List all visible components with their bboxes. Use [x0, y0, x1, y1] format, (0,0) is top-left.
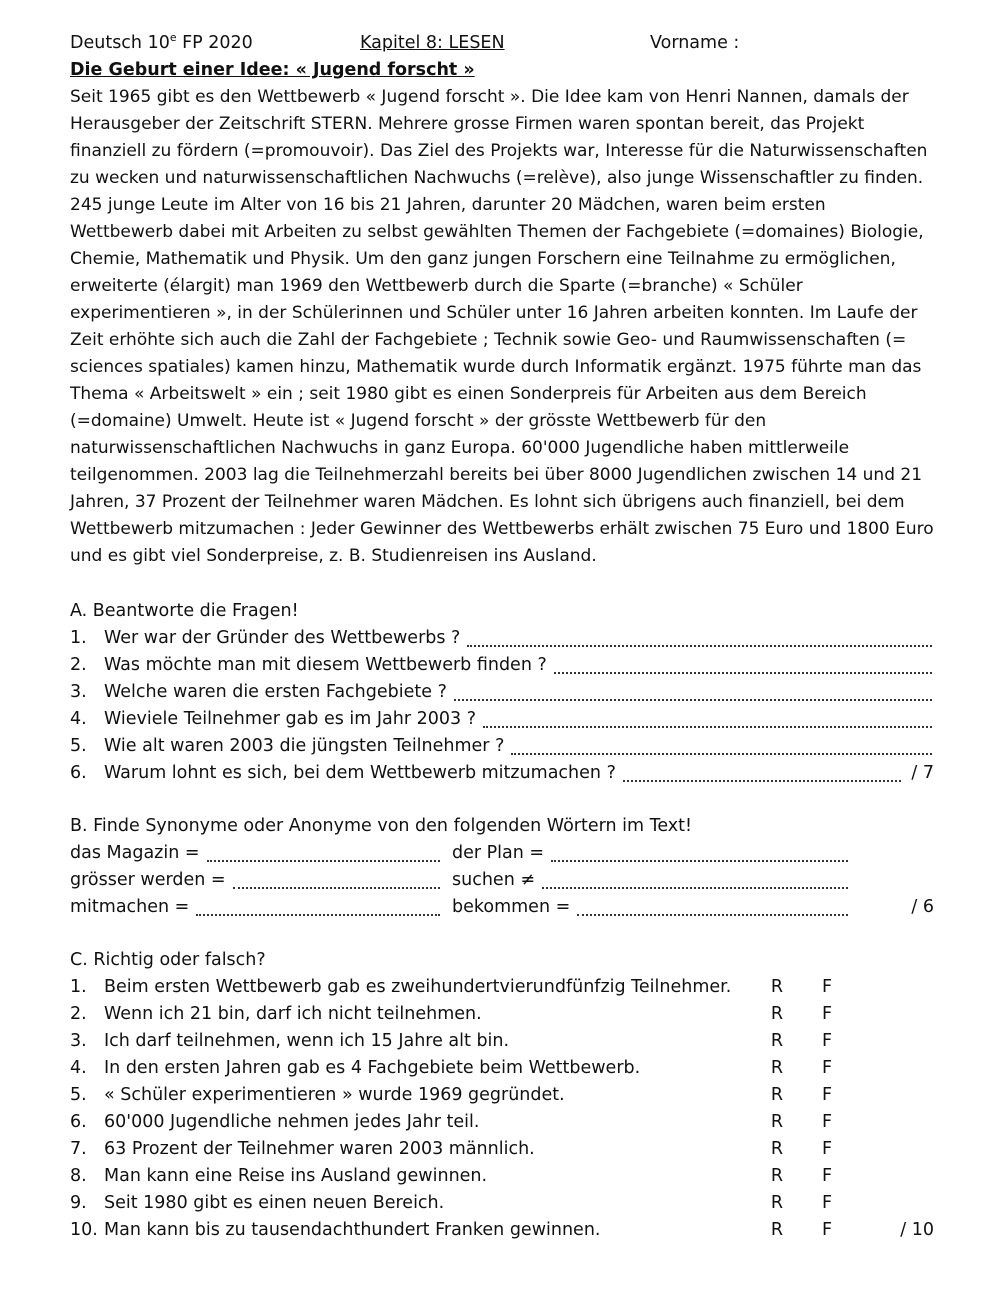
statement-text: Ich darf teilnehmen, wenn ich 15 Jahre alt bin. [104, 1031, 510, 1051]
falsch-option: F [821, 1112, 833, 1132]
statement-text: Man kann bis zu tausendachthundert Franken gewinnen. [104, 1220, 601, 1240]
answer-blank [577, 894, 848, 916]
synonym-row [70, 867, 934, 894]
true-false-row [70, 1001, 934, 1028]
course-label [70, 30, 360, 57]
statement-number: 2. [70, 1004, 87, 1024]
answer-blank [233, 867, 440, 889]
richtig-option: R [770, 1166, 784, 1186]
statement-number: 10. [70, 1220, 98, 1240]
richtig-option: R [770, 1058, 784, 1078]
statement-number: 5. [70, 1085, 87, 1105]
answer-blank [454, 679, 932, 701]
richtig-option: R [770, 1031, 784, 1051]
section-c-score: / 10 [900, 1220, 934, 1240]
richtig-option: R [770, 1004, 784, 1024]
statement-number: 4. [70, 1058, 87, 1078]
statement-text: Beim ersten Wettbewerb gab es zweihundertvierundfünfzig Teilnehmer. [104, 977, 732, 997]
question-number: 6. [70, 763, 87, 783]
question-number: 5. [70, 736, 87, 756]
true-false-row [70, 974, 934, 1001]
richtig-option: R [770, 977, 784, 997]
chapter-label: Kapitel 8: LESEN [360, 33, 505, 53]
question-row [70, 652, 934, 679]
falsch-option: F [821, 1031, 833, 1051]
word-label: das Magazin = [70, 843, 200, 863]
question-row [70, 760, 934, 787]
course-suffix: FP 2020 [176, 33, 253, 53]
true-false-row [70, 1136, 934, 1163]
answer-blank [554, 652, 932, 674]
richtig-option: R [770, 1112, 784, 1132]
course-prefix: Deutsch 10 [70, 33, 170, 53]
richtig-option: R [770, 1085, 784, 1105]
statement-number: 3. [70, 1031, 87, 1051]
section-a [70, 598, 934, 787]
word-label: grösser werden = [70, 870, 226, 890]
header [70, 30, 934, 57]
true-false-row [70, 1217, 934, 1244]
statement-text: 63 Prozent der Teilnehmer waren 2003 männlich. [104, 1139, 535, 1159]
answer-blank [196, 894, 440, 916]
synonym-row [70, 894, 934, 921]
question-number: 3. [70, 682, 87, 702]
word-label: mitmachen = [70, 897, 190, 917]
falsch-option: F [821, 1058, 833, 1078]
statement-text: Seit 1980 gibt es einen neuen Bereich. [104, 1193, 445, 1213]
answer-blank [511, 733, 932, 755]
question-text: Warum lohnt es sich, bei dem Wettbewerb mitzumachen ? [104, 763, 616, 783]
falsch-option: F [821, 1220, 833, 1240]
answer-blank [467, 625, 932, 647]
section-a-heading: A. Beantworte die Fragen! [70, 601, 299, 621]
question-row [70, 679, 934, 706]
falsch-option: F [821, 1139, 833, 1159]
richtig-option: R [770, 1193, 784, 1213]
statement-number: 6. [70, 1112, 87, 1132]
true-false-row [70, 1028, 934, 1055]
section-b [70, 813, 934, 921]
falsch-option: F [821, 977, 833, 997]
question-number: 1. [70, 628, 87, 648]
statement-text: In den ersten Jahren gab es 4 Fachgebiete beim Wettbewerb. [104, 1058, 641, 1078]
section-b-heading: B. Finde Synonyme oder Anonyme von den folgenden Wörtern im Text! [70, 816, 693, 836]
answer-blank [623, 760, 902, 782]
falsch-option: F [821, 1004, 833, 1024]
section-a-score: / 7 [911, 763, 934, 783]
true-false-row [70, 1055, 934, 1082]
answer-blank [207, 840, 440, 862]
statement-number: 7. [70, 1139, 87, 1159]
falsch-option: F [821, 1085, 833, 1105]
falsch-option: F [821, 1166, 833, 1186]
statement-text: Wenn ich 21 bin, darf ich nicht teilnehmen. [104, 1004, 482, 1024]
question-text: Wieviele Teilnehmer gab es im Jahr 2003 ? [104, 709, 476, 729]
answer-blank [542, 867, 848, 889]
statement-text: Man kann eine Reise ins Ausland gewinnen. [104, 1166, 488, 1186]
question-text: Welche waren die ersten Fachgebiete ? [104, 682, 447, 702]
richtig-option: R [770, 1220, 784, 1240]
statement-number: 8. [70, 1166, 87, 1186]
true-false-row [70, 1190, 934, 1217]
falsch-option: F [821, 1193, 833, 1213]
page-title: Die Geburt einer Idee: « Jugend forscht » [70, 60, 475, 80]
richtig-option: R [770, 1139, 784, 1159]
answer-blank [483, 706, 932, 728]
answer-blank [551, 840, 848, 862]
word-label: bekommen = [452, 897, 571, 917]
true-false-row [70, 1109, 934, 1136]
question-text: Wer war der Gründer des Wettbewerbs ? [104, 628, 461, 648]
reading-passage: Seit 1965 gibt es den Wettbewerb « Jugend forscht ». Die Idee kam von Henri Nannen, damals der Herausgeber der Zeitschrift STERN. Mehrere grosse Firmen waren spontan bereit, das Projekt finanziell zu fördern (=promouvoir). Das Ziel des Projekts war, Interesse für die Naturwissenschaften zu wecken und naturwissenschaftlichen Nachwuchs (=relève), also junge Wissenschaftler zu finden. 245 junge Leute im Alter von 16 bis 21 Jahren, darunter 20 Mädchen, waren beim ersten Wettbewerb dabei mit Arbeiten zu selbst gewählten Themen der Fachgebiete (=domaines) Biologie, Chemie, Mathematik und Physik. Um den ganz jungen Forschern eine Teilnahme zu ermöglichen, erweiterte (élargit) man 1969 den Wettbewerb durch die Sparte (=branche) « Schüler experimentieren », in der Schülerinnen und Schüler unter 16 Jahren arbeiten konnten. Im Laufe der Zeit erhöhte sich auch die Zahl der Fachgebiete ; Technik sowie Geo- und Raumwissenschaften (= sciences spatiales) kamen hinzu, Mathematik wurde durch Informatik ergänzt. 1975 führte man das Thema « Arbeitswelt » ein ; seit 1980 gibt es einen Sonderpreis für Arbeiten aus dem Bereich (=domaine) Umwelt. Heute ist « Jugend forscht » der grösste Wettbewerb für den naturwissenschaftlichen Nachwuchs in ganz Europa. 60'000 Jugendliche haben mittlerweile teilgenommen. 2003 lag die Teilnehmerzahl bereits bei über 8000 Jugendlichen zwischen 14 und 21 Jahren, 37 Prozent der Teilnehmer waren Mädchen. Es lohnt sich übrigens auch finanziell, bei dem Wettbewerb mitzumachen : Jeder Gewinner des Wettbewerbs erhält zwischen 75 Euro und 1800 Euro und es gibt viel Sonderpreise, z. B. Studienreisen ins Ausland. [70, 87, 934, 566]
true-false-row [70, 1163, 934, 1190]
question-number: 4. [70, 709, 87, 729]
question-text: Was möchte man mit diesem Wettbewerb finden ? [104, 655, 547, 675]
title-row [70, 57, 934, 84]
question-text: Wie alt waren 2003 die jüngsten Teilnehmer ? [104, 736, 505, 756]
statement-number: 9. [70, 1193, 87, 1213]
question-number: 2. [70, 655, 87, 675]
section-b-score: / 6 [911, 897, 934, 917]
question-row [70, 706, 934, 733]
question-row [70, 625, 934, 652]
word-label: der Plan = [452, 843, 545, 863]
course-superscript: e [169, 31, 177, 45]
statement-text: « Schüler experimentieren » wurde 1969 gegründet. [104, 1085, 565, 1105]
statement-number: 1. [70, 977, 87, 997]
section-c [70, 947, 934, 1244]
word-label: suchen ≠ [452, 870, 536, 890]
question-row [70, 733, 934, 760]
section-c-heading: C. Richtig oder falsch? [70, 950, 266, 970]
true-false-row [70, 1082, 934, 1109]
statement-text: 60'000 Jugendliche nehmen jedes Jahr teil. [104, 1112, 480, 1132]
synonym-row [70, 840, 934, 867]
name-label: Vorname : [650, 33, 740, 53]
